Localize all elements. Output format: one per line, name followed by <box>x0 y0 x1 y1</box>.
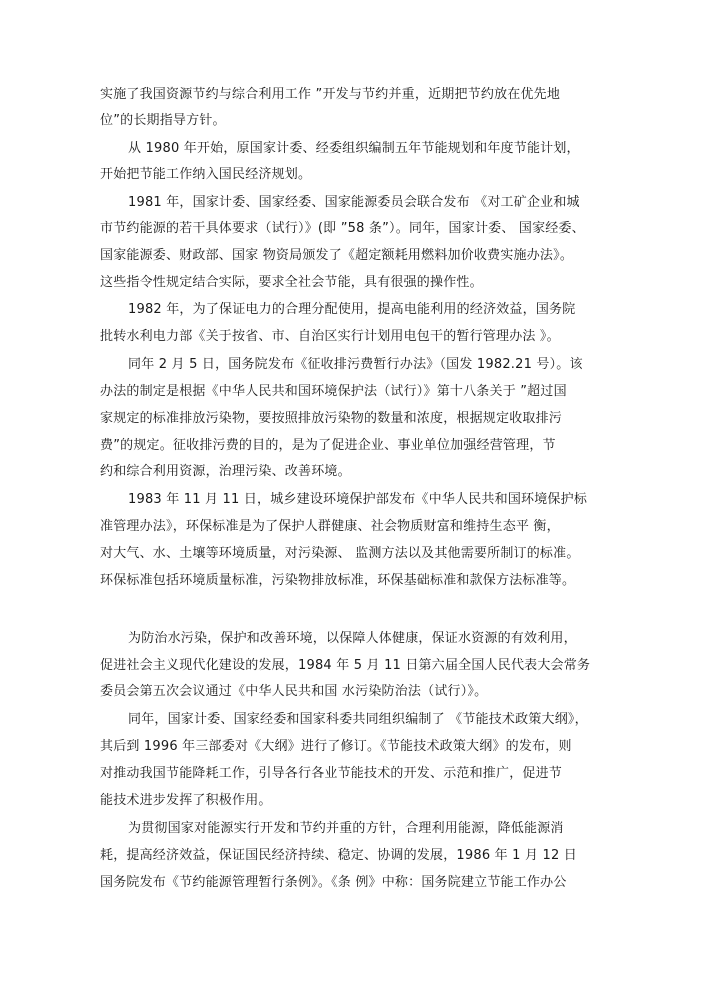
text-line-16: 1983 年 11 月 11 日，城乡建设环境保护部发布《中华人民共和国环境保护标 <box>128 492 588 507</box>
text-line-29: 国务院发布《节约能源管理暂行条例》。《条 例》中称：国务院建立节能工作办公 <box>100 875 567 890</box>
text-line-7: 国家能源委、财政部、国家 物资局颁发了《超定额耗用燃料加价收费实施办法》。 <box>100 248 574 263</box>
text-line-13: 家规定的标准排放污染物，要按照排放污染物的数量和浓度，根据规定收取排污 <box>100 411 563 426</box>
text-line-20: 为防治水污染，保护和改善环境，以保障人体健康，保证水资源的有效利用， <box>128 631 577 646</box>
text-line-28: 耗，提高经济效益，保证国民经济持续、稳定、协调的发展，1986 年 1 月 12 日 <box>100 848 577 863</box>
text-line-6: 市节约能源的若干具体要求（试行）》(即 ”58 条”）。同年，国家计委、 国家经委、 <box>100 221 585 236</box>
text-line-2: 位”的长期指导方针。 <box>100 113 226 128</box>
text-line-14: 费”的规定。征收排污费的目的，是为了促进企业、事业单位加强经营管理，节 <box>100 438 556 453</box>
text-line-12: 办法的制定是根据《中华人民共和国环境保护法（试行）》第十八条关于 ”超过国 <box>100 384 567 399</box>
text-line-17: 准管理办法》，环保标准是为了保护人群健康、社会物质财富和维持生态平 衡， <box>100 519 560 534</box>
text-line-19: 环保标准包括环境质量标准，污染物排放标准，环保基础标准和款保方法标准等。 <box>100 573 576 588</box>
text-line-23: 同年，国家计委、国家经委和国家科委共同组织编制了 《节能技术政策大纲》， <box>128 712 588 727</box>
text-line-5: 1981 年，国家计委、国家经委、国家能源委员会联合发布 《对工矿企业和城 <box>128 195 580 210</box>
text-line-15: 约和综合利用资源，治理污染、改善环境。 <box>100 464 351 479</box>
text-line-27: 为贯彻国家对能源实行开发和节约并重的方针，合理利用能源，降低能源消 <box>128 821 564 836</box>
text-line-10: 批转水利电力部《关于按省、市、自治区实行计划用电包干的暂行管理办法 》。 <box>100 329 560 344</box>
text-line-1: 实施了我国资源节约与综合利用工作 ”开发与节约并重，近期把节约放在优先地 <box>100 87 561 102</box>
text-line-25: 对推动我国节能降耗工作，引导各行各业节能技术的开发、示范和推广，促进节 <box>100 766 563 781</box>
text-line-22: 委员会第五次会议通过《中华人民共和国 水污染防治法（试行）》。 <box>100 684 488 699</box>
text-line-8: 这些指令性规定结合实际，要求全社会节能，具有很强的操作性。 <box>100 275 483 290</box>
text-line-3: 从 1980 年开始，原国家计委、经委组织编制五年节能规划和年度节能计划， <box>128 141 580 156</box>
text-line-11: 同年 2 月 5 日，国务院发布《征收排污费暂行办法》（国发 1982.21 号）。该 <box>128 357 583 372</box>
text-line-21: 促进社会主义现代化建设的发展，1984 年 5 月 11 日第六届全国人民代表大会常务 <box>100 658 591 673</box>
text-line-9: 1982 年，为了保证电力的合理分配使用，提高电能利用的经济效益，国务院 <box>128 302 576 317</box>
text-line-4: 开始把节能工作纳入国民经济规划。 <box>100 167 312 182</box>
text-line-18: 对大气、水、土壤等环境质量，对污染源、 监测方法以及其他需要所制订的标准。 <box>100 546 580 561</box>
text-line-26: 能技术进步发挥了积极作用。 <box>100 793 272 808</box>
text-line-24: 其后到 1996 年三部委对《大纲》进行了修订。《节能技术政策大纲》的发布，则 <box>100 739 572 754</box>
